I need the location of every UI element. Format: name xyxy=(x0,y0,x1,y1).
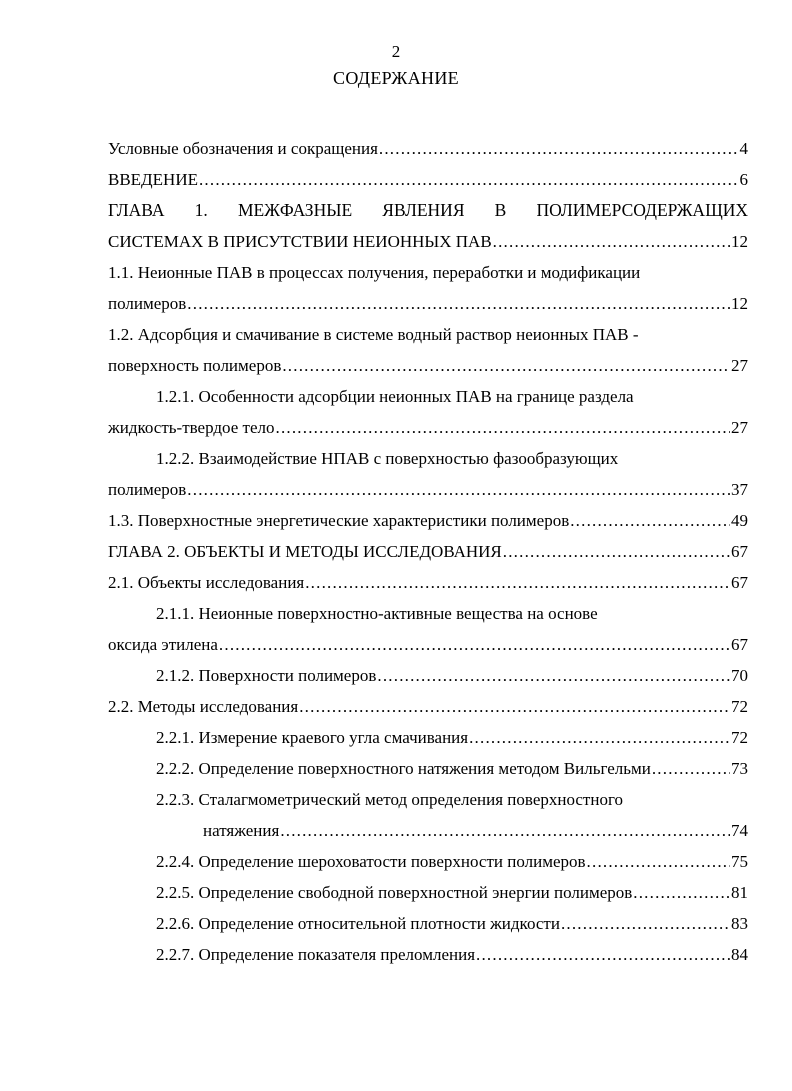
toc-page-number: 27 xyxy=(731,356,748,375)
toc-entry xyxy=(108,939,748,970)
toc-entry xyxy=(108,815,748,846)
toc-entry xyxy=(108,877,748,908)
toc-page-number: 12 xyxy=(731,232,748,251)
toc-entry-title: 2.2.1. Измерение краевого угла смачивания xyxy=(156,728,469,747)
toc-leader-dots xyxy=(561,908,730,939)
toc-entry-line1: 1.2.1. Особенности адсорбции неионных ПАВ на границе раздела xyxy=(156,387,634,406)
toc-leader-dots xyxy=(187,288,730,319)
toc-entry xyxy=(108,753,748,784)
toc-page-number: 83 xyxy=(731,914,748,933)
toc-leader-dots xyxy=(276,412,731,443)
toc-entry-title: 2.2.7. Определение показателя преломления xyxy=(156,945,476,964)
toc-leader-dots xyxy=(219,629,730,660)
toc-entry-title: оксида этилена xyxy=(108,635,218,654)
toc-leader-dots xyxy=(493,226,730,257)
toc-page-number: 72 xyxy=(731,697,748,716)
toc-entry xyxy=(108,412,748,443)
toc-entry xyxy=(108,567,748,598)
toc-entry-line1: 1.2.2. Взаимодействие НПАВ с поверхностью фазообразующих xyxy=(156,449,619,468)
toc-page-number: 67 xyxy=(731,573,748,592)
toc-entry-title: ГЛАВА 2. ОБЪЕКТЫ И МЕТОДЫ ИССЛЕДОВАНИЯ xyxy=(108,542,502,561)
toc-leader-dots xyxy=(199,164,739,195)
toc-entry xyxy=(108,691,748,722)
toc-page-number: 74 xyxy=(731,821,748,840)
toc-entry-title: полимеров xyxy=(108,480,187,499)
toc-leader-dots xyxy=(305,567,730,598)
toc-entry-line1: 1.1. Неионные ПАВ в процессах получения, переработки и модификации xyxy=(108,263,641,282)
toc-page-number: 67 xyxy=(731,635,748,654)
toc-leader-dots xyxy=(652,753,730,784)
toc-page-number: 49 xyxy=(731,511,748,530)
toc-page-number: 27 xyxy=(731,418,748,437)
toc-page-number: 84 xyxy=(731,945,748,964)
toc-entry-title: 2.2.4. Определение шероховатости поверхности полимеров xyxy=(156,852,586,871)
toc-page-number: 75 xyxy=(731,852,748,871)
toc-entry xyxy=(108,133,748,164)
toc-entry-title: СИСТЕМАХ В ПРИСУТСТВИИ НЕИОННЫХ ПАВ xyxy=(108,232,492,251)
toc-page-number: 12 xyxy=(731,294,748,313)
toc-entry-title: натяжения xyxy=(203,821,280,840)
toc-entry-title: 2.2.2. Определение поверхностного натяжения методом Вильгельми xyxy=(156,759,651,778)
toc-entry xyxy=(108,288,748,319)
toc-entry xyxy=(108,505,748,536)
toc-leader-dots xyxy=(187,474,730,505)
page-title: СОДЕРЖАНИЕ xyxy=(333,68,459,88)
toc-leader-dots xyxy=(587,846,730,877)
toc-leader-dots xyxy=(299,691,730,722)
toc-entry xyxy=(108,908,748,939)
toc-entry xyxy=(108,846,748,877)
toc-entry-title: 2.1.2. Поверхности полимеров xyxy=(156,666,377,685)
toc-entry-line1: ГЛАВА 1. МЕЖФАЗНЫЕ ЯВЛЕНИЯ В ПОЛИМЕРСОДЕРЖАЩИХ xyxy=(108,200,748,220)
toc-page-number: 70 xyxy=(731,666,748,685)
toc-leader-dots xyxy=(503,536,730,567)
toc-entry-title: жидкость-твердое тело xyxy=(108,418,275,437)
toc-leader-dots xyxy=(282,350,730,381)
toc-entry xyxy=(108,350,748,381)
toc-leader-dots xyxy=(476,939,730,970)
toc-entry-title: 2.2.5. Определение свободной поверхностной энергии полимеров xyxy=(156,883,633,902)
toc-page-number: 73 xyxy=(731,759,748,778)
page-number: 2 xyxy=(391,42,401,61)
toc-entry-title: 1.3. Поверхностные энергетические характеристики полимеров xyxy=(108,511,570,530)
toc-entry-line1: 1.2. Адсорбция и смачивание в системе водный раствор неионных ПАВ - xyxy=(108,325,639,344)
table-of-contents xyxy=(108,133,748,970)
toc-page-number: 4 xyxy=(739,139,748,158)
toc-entry xyxy=(108,226,748,257)
toc-leader-dots xyxy=(570,505,730,536)
toc-leader-dots xyxy=(469,722,730,753)
toc-page-number: 67 xyxy=(731,542,748,561)
toc-entry xyxy=(108,722,748,753)
toc-leader-dots xyxy=(379,133,739,164)
toc-entry-title: Условные обозначения и сокращения xyxy=(108,139,378,158)
toc-page-number: 81 xyxy=(731,883,748,902)
toc-page-number: 37 xyxy=(731,480,748,499)
toc-entry-line1: 2.2.3. Сталагмометрический метод определения поверхностного xyxy=(156,790,624,809)
toc-entry-title: 2.2. Методы исследования xyxy=(108,697,299,716)
toc-entry xyxy=(108,164,748,195)
toc-leader-dots xyxy=(633,877,730,908)
toc-entry-line1: 2.1.1. Неионные поверхностно-активные вещества на основе xyxy=(156,604,598,623)
toc-entry-title: 2.1. Объекты исследования xyxy=(108,573,305,592)
toc-leader-dots xyxy=(377,660,730,691)
toc-entry-title: ВВЕДЕНИЕ xyxy=(108,170,198,189)
toc-entry xyxy=(108,536,748,567)
toc-entry xyxy=(108,474,748,505)
toc-entry-title: 2.2.6. Определение относительной плотности жидкости xyxy=(156,914,560,933)
toc-leader-dots xyxy=(280,815,730,846)
toc-entry-title: полимеров xyxy=(108,294,187,313)
toc-page-number: 6 xyxy=(739,170,748,189)
toc-page-number: 72 xyxy=(731,728,748,747)
toc-entry-title: поверхность полимеров xyxy=(108,356,282,375)
toc-entry xyxy=(108,629,748,660)
toc-entry xyxy=(108,660,748,691)
